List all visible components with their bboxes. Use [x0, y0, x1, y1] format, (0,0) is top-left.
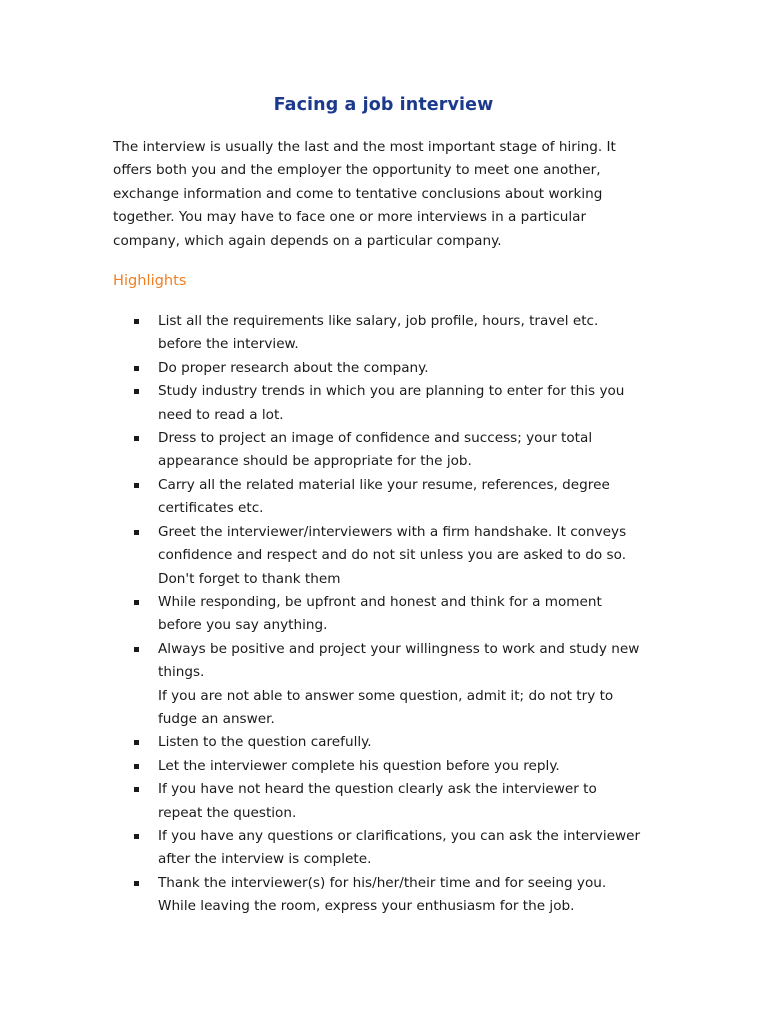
- intro-line: together. You may have to face one or more interviews in a particular: [113, 209, 587, 226]
- list-item-text: Study industry trends in which you are planning to enter for this you: [158, 383, 625, 400]
- list-item-text: things.: [158, 664, 205, 681]
- square-bullet-icon: [134, 787, 139, 792]
- list-item: [113, 427, 654, 474]
- list-item-text: While responding, be upfront and honest and think for a moment: [158, 593, 602, 610]
- list-item: [113, 521, 654, 591]
- list-item-text: Dress to project an image of confidence and success; your total: [158, 430, 593, 447]
- square-bullet-icon: [134, 740, 139, 745]
- list-item-text: repeat the question.: [158, 804, 297, 821]
- list-item-text: Carry all the related material like your resume, references, degree: [158, 476, 610, 493]
- list-item-text: If you have any questions or clarifications, you can ask the interviewer: [158, 827, 641, 844]
- list-item-text: Greet the interviewer/interviewers with a firm handshake. It conveys: [158, 523, 627, 540]
- section-heading-highlights: Highlights: [113, 272, 187, 290]
- list-item-text: appearance should be appropriate for the job.: [158, 453, 472, 470]
- square-bullet-icon: [134, 389, 139, 394]
- list-item-text: certificates etc.: [158, 500, 264, 517]
- list-item-text: Listen to the question carefully.: [158, 734, 372, 751]
- square-bullet-icon: [134, 530, 139, 535]
- list-item: [113, 380, 654, 427]
- list-item: [113, 872, 654, 919]
- list-item: [113, 731, 654, 754]
- intro-line: offers both you and the employer the opportunity to meet one another,: [113, 162, 601, 179]
- list-item-text: Thank the interviewer(s) for his/her/their time and for seeing you.: [158, 874, 607, 891]
- list-item: [113, 825, 654, 872]
- list-item: [113, 591, 654, 638]
- square-bullet-icon: [134, 600, 139, 605]
- list-item: [113, 755, 654, 778]
- square-bullet-icon: [134, 319, 139, 324]
- highlights-list: [113, 310, 654, 919]
- list-item-text: confidence and respect and do not sit unless you are asked to do so.: [158, 547, 627, 564]
- list-item-text: need to read a lot.: [158, 406, 284, 423]
- list-item-text: If you have not heard the question clearly ask the interviewer to: [158, 781, 597, 798]
- square-bullet-icon: [134, 483, 139, 488]
- square-bullet-icon: [134, 834, 139, 839]
- list-item-text: Don't forget to thank them: [158, 570, 341, 587]
- list-item-text: List all the requirements like salary, job profile, hours, travel etc.: [158, 313, 599, 330]
- list-item-text: fudge an answer.: [158, 710, 275, 727]
- list-item-text: before you say anything.: [158, 617, 328, 634]
- list-item: [113, 778, 654, 825]
- list-item: [113, 474, 654, 521]
- square-bullet-icon: [134, 436, 139, 441]
- list-item-text: Do proper research about the company.: [158, 359, 429, 376]
- intro-line: company, which again depends on a particular company.: [113, 232, 502, 249]
- square-bullet-icon: [134, 366, 139, 371]
- page-title: Facing a job interview: [273, 95, 494, 115]
- square-bullet-icon: [134, 647, 139, 652]
- intro-line: exchange information and come to tentative conclusions about working: [113, 185, 603, 202]
- list-item-text: Let the interviewer complete his question before you reply.: [158, 757, 560, 774]
- list-item-text: If you are not able to answer some question, admit it; do not try to: [158, 687, 614, 704]
- intro-paragraph: [113, 136, 654, 253]
- list-item: [113, 310, 654, 357]
- list-item-text: Always be positive and project your willingness to work and study new: [158, 640, 640, 657]
- list-item: [113, 357, 654, 380]
- list-item-text: after the interview is complete.: [158, 851, 372, 868]
- square-bullet-icon: [134, 764, 139, 769]
- list-item: [113, 638, 654, 732]
- intro-line: The interview is usually the last and the most important stage of hiring. It: [113, 139, 616, 155]
- list-item-text: before the interview.: [158, 336, 299, 353]
- square-bullet-icon: [134, 881, 139, 886]
- list-item-text: While leaving the room, express your enthusiasm for the job.: [158, 898, 575, 915]
